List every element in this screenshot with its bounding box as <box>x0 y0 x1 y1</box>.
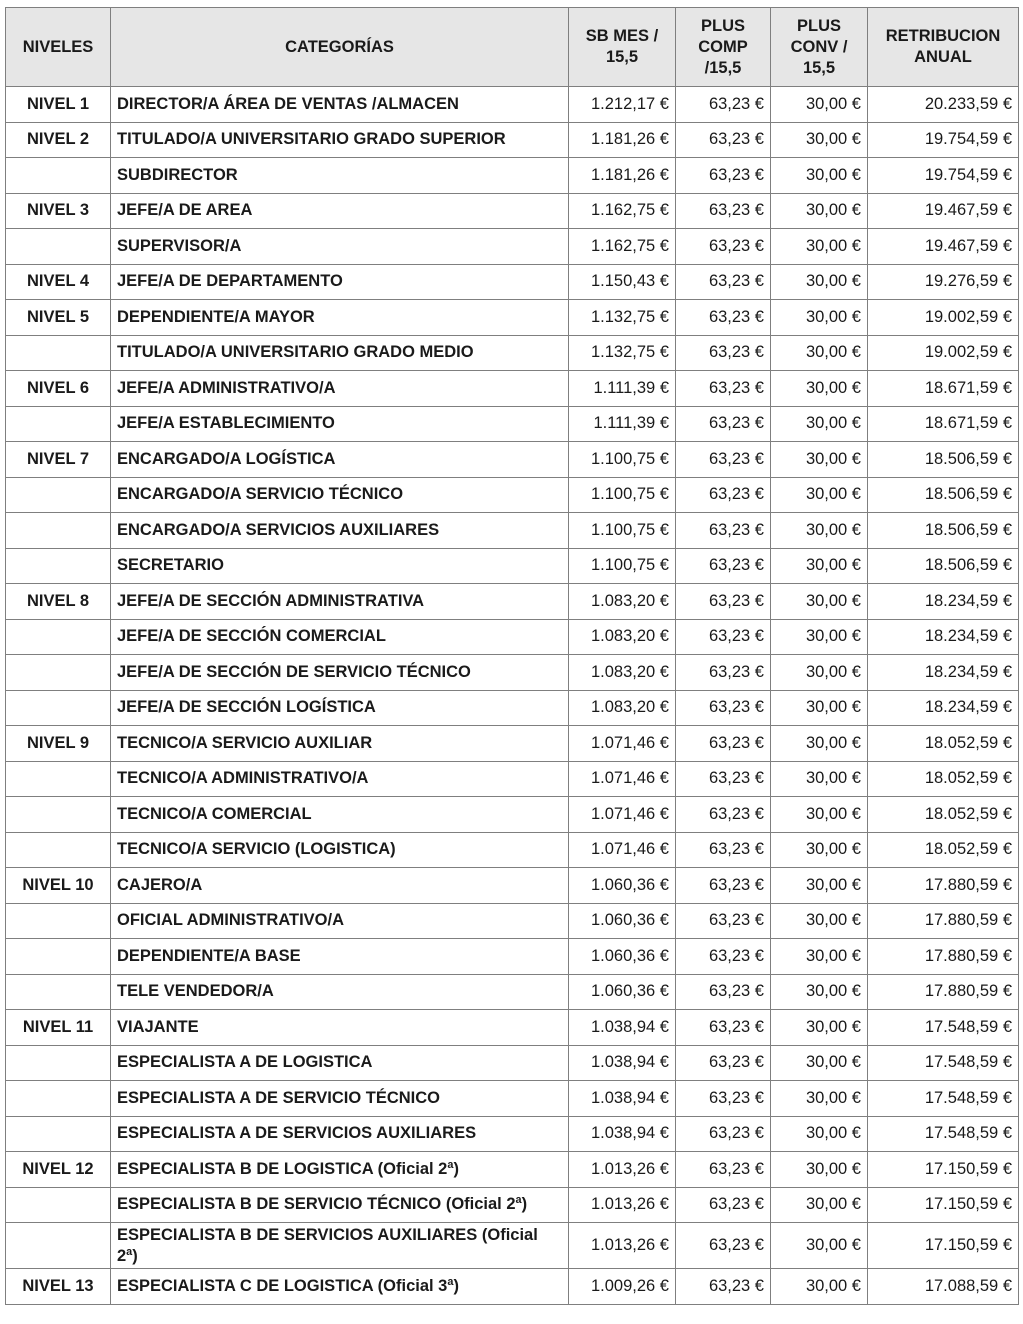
cell-nivel <box>6 548 111 584</box>
cell-plus-conv: 30,00 € <box>771 832 868 868</box>
table-row <box>6 761 1019 797</box>
cell-sb-mes: 1.083,20 € <box>569 690 676 726</box>
cell-retribucion-anual: 18.234,59 € <box>868 584 1019 620</box>
cell-plus-conv: 30,00 € <box>771 939 868 975</box>
cell-nivel: NIVEL 4 <box>6 264 111 300</box>
cell-retribucion-anual: 18.052,59 € <box>868 761 1019 797</box>
table-row <box>6 832 1019 868</box>
cell-retribucion-anual: 20.233,59 € <box>868 87 1019 123</box>
cell-categoria: SUBDIRECTOR <box>111 158 569 194</box>
cell-nivel: NIVEL 8 <box>6 584 111 620</box>
cell-retribucion-anual: 18.671,59 € <box>868 371 1019 407</box>
header-categorias: CATEGORÍAS <box>111 8 569 87</box>
header-plus-conv: PLUS CONV / 15,5 <box>771 8 868 87</box>
table-row <box>6 158 1019 194</box>
cell-nivel <box>6 513 111 549</box>
cell-categoria: ESPECIALISTA A DE SERVICIOS AUXILIARES <box>111 1116 569 1152</box>
table-row <box>6 1223 1019 1269</box>
cell-sb-mes: 1.132,75 € <box>569 335 676 371</box>
cell-retribucion-anual: 19.002,59 € <box>868 300 1019 336</box>
cell-categoria: JEFE/A DE SECCIÓN LOGÍSTICA <box>111 690 569 726</box>
table-row <box>6 903 1019 939</box>
cell-retribucion-anual: 18.506,59 € <box>868 548 1019 584</box>
cell-plus-comp: 63,23 € <box>676 939 771 975</box>
table-row <box>6 264 1019 300</box>
cell-retribucion-anual: 18.234,59 € <box>868 655 1019 691</box>
cell-plus-conv: 30,00 € <box>771 193 868 229</box>
cell-plus-comp: 63,23 € <box>676 726 771 762</box>
cell-nivel: NIVEL 10 <box>6 868 111 904</box>
cell-sb-mes: 1.111,39 € <box>569 371 676 407</box>
cell-categoria: TELE VENDEDOR/A <box>111 974 569 1010</box>
salary-table <box>5 7 1019 1305</box>
cell-nivel <box>6 1223 111 1269</box>
cell-plus-conv: 30,00 € <box>771 655 868 691</box>
cell-plus-comp: 63,23 € <box>676 797 771 833</box>
cell-plus-conv: 30,00 € <box>771 87 868 123</box>
cell-sb-mes: 1.162,75 € <box>569 229 676 265</box>
cell-nivel <box>6 477 111 513</box>
cell-categoria: VIAJANTE <box>111 1010 569 1046</box>
cell-categoria: OFICIAL ADMINISTRATIVO/A <box>111 903 569 939</box>
cell-plus-conv: 30,00 € <box>771 1187 868 1223</box>
cell-plus-comp: 63,23 € <box>676 477 771 513</box>
table-row <box>6 1010 1019 1046</box>
cell-retribucion-anual: 19.467,59 € <box>868 193 1019 229</box>
cell-retribucion-anual: 17.548,59 € <box>868 1045 1019 1081</box>
cell-retribucion-anual: 19.467,59 € <box>868 229 1019 265</box>
table-row <box>6 406 1019 442</box>
cell-nivel <box>6 229 111 265</box>
cell-plus-comp: 63,23 € <box>676 868 771 904</box>
cell-nivel: NIVEL 11 <box>6 1010 111 1046</box>
table-row <box>6 655 1019 691</box>
cell-nivel: NIVEL 1 <box>6 87 111 123</box>
cell-retribucion-anual: 18.052,59 € <box>868 726 1019 762</box>
cell-retribucion-anual: 17.088,59 € <box>868 1269 1019 1305</box>
cell-plus-comp: 63,23 € <box>676 122 771 158</box>
cell-retribucion-anual: 18.052,59 € <box>868 797 1019 833</box>
cell-plus-comp: 63,23 € <box>676 158 771 194</box>
cell-plus-conv: 30,00 € <box>771 1269 868 1305</box>
cell-sb-mes: 1.013,26 € <box>569 1152 676 1188</box>
cell-retribucion-anual: 17.548,59 € <box>868 1116 1019 1152</box>
cell-sb-mes: 1.100,75 € <box>569 442 676 478</box>
cell-retribucion-anual: 19.002,59 € <box>868 335 1019 371</box>
cell-nivel: NIVEL 13 <box>6 1269 111 1305</box>
cell-nivel: NIVEL 9 <box>6 726 111 762</box>
cell-sb-mes: 1.071,46 € <box>569 726 676 762</box>
cell-retribucion-anual: 18.506,59 € <box>868 513 1019 549</box>
cell-plus-comp: 63,23 € <box>676 584 771 620</box>
cell-plus-comp: 63,23 € <box>676 619 771 655</box>
cell-plus-conv: 30,00 € <box>771 335 868 371</box>
cell-sb-mes: 1.100,75 € <box>569 513 676 549</box>
cell-plus-conv: 30,00 € <box>771 726 868 762</box>
cell-sb-mes: 1.181,26 € <box>569 122 676 158</box>
table-row <box>6 477 1019 513</box>
cell-plus-comp: 63,23 € <box>676 1152 771 1188</box>
cell-sb-mes: 1.038,94 € <box>569 1081 676 1117</box>
cell-retribucion-anual: 18.506,59 € <box>868 442 1019 478</box>
cell-sb-mes: 1.083,20 € <box>569 584 676 620</box>
cell-plus-conv: 30,00 € <box>771 122 868 158</box>
cell-plus-comp: 63,23 € <box>676 371 771 407</box>
cell-plus-comp: 63,23 € <box>676 1010 771 1046</box>
cell-sb-mes: 1.038,94 € <box>569 1010 676 1046</box>
cell-plus-comp: 63,23 € <box>676 193 771 229</box>
cell-categoria: JEFE/A DE DEPARTAMENTO <box>111 264 569 300</box>
cell-plus-conv: 30,00 € <box>771 1223 868 1269</box>
cell-sb-mes: 1.060,36 € <box>569 939 676 975</box>
cell-categoria: SUPERVISOR/A <box>111 229 569 265</box>
cell-nivel <box>6 335 111 371</box>
cell-sb-mes: 1.100,75 € <box>569 548 676 584</box>
cell-sb-mes: 1.132,75 € <box>569 300 676 336</box>
cell-plus-conv: 30,00 € <box>771 300 868 336</box>
cell-nivel <box>6 1187 111 1223</box>
cell-plus-comp: 63,23 € <box>676 1223 771 1269</box>
cell-sb-mes: 1.083,20 € <box>569 619 676 655</box>
cell-categoria: ENCARGADO/A SERVICIO TÉCNICO <box>111 477 569 513</box>
cell-categoria: TECNICO/A SERVICIO AUXILIAR <box>111 726 569 762</box>
table-row <box>6 1187 1019 1223</box>
cell-categoria: ESPECIALISTA B DE LOGISTICA (Oficial 2ª) <box>111 1152 569 1188</box>
cell-plus-conv: 30,00 € <box>771 371 868 407</box>
cell-categoria: JEFE/A DE SECCIÓN ADMINISTRATIVA <box>111 584 569 620</box>
table-row <box>6 1269 1019 1305</box>
cell-plus-comp: 63,23 € <box>676 229 771 265</box>
cell-plus-comp: 63,23 € <box>676 406 771 442</box>
cell-categoria: DEPENDIENTE/A MAYOR <box>111 300 569 336</box>
cell-nivel: NIVEL 3 <box>6 193 111 229</box>
table-row <box>6 300 1019 336</box>
cell-plus-comp: 63,23 € <box>676 442 771 478</box>
cell-sb-mes: 1.060,36 € <box>569 903 676 939</box>
table-row <box>6 584 1019 620</box>
cell-categoria: TITULADO/A UNIVERSITARIO GRADO SUPERIOR <box>111 122 569 158</box>
cell-categoria: JEFE/A DE SECCIÓN COMERCIAL <box>111 619 569 655</box>
cell-plus-comp: 63,23 € <box>676 1081 771 1117</box>
cell-retribucion-anual: 17.548,59 € <box>868 1010 1019 1046</box>
cell-categoria: TECNICO/A COMERCIAL <box>111 797 569 833</box>
cell-categoria: CAJERO/A <box>111 868 569 904</box>
cell-categoria: DIRECTOR/A ÁREA DE VENTAS /ALMACEN <box>111 87 569 123</box>
cell-retribucion-anual: 18.234,59 € <box>868 690 1019 726</box>
cell-sb-mes: 1.100,75 € <box>569 477 676 513</box>
cell-sb-mes: 1.013,26 € <box>569 1223 676 1269</box>
cell-categoria: TECNICO/A ADMINISTRATIVO/A <box>111 761 569 797</box>
cell-sb-mes: 1.150,43 € <box>569 264 676 300</box>
table-row <box>6 371 1019 407</box>
cell-plus-conv: 30,00 € <box>771 903 868 939</box>
cell-plus-comp: 63,23 € <box>676 548 771 584</box>
table-row <box>6 1081 1019 1117</box>
cell-nivel <box>6 761 111 797</box>
cell-retribucion-anual: 17.150,59 € <box>868 1152 1019 1188</box>
cell-plus-conv: 30,00 € <box>771 513 868 549</box>
cell-nivel <box>6 406 111 442</box>
cell-nivel <box>6 655 111 691</box>
cell-plus-comp: 63,23 € <box>676 87 771 123</box>
cell-categoria: ENCARGADO/A SERVICIOS AUXILIARES <box>111 513 569 549</box>
cell-retribucion-anual: 17.880,59 € <box>868 868 1019 904</box>
table-row <box>6 122 1019 158</box>
cell-plus-conv: 30,00 € <box>771 406 868 442</box>
table-row <box>6 619 1019 655</box>
header-plus-comp: PLUS COMP /15,5 <box>676 8 771 87</box>
cell-plus-comp: 63,23 € <box>676 264 771 300</box>
cell-nivel <box>6 158 111 194</box>
cell-nivel: NIVEL 5 <box>6 300 111 336</box>
cell-plus-conv: 30,00 € <box>771 158 868 194</box>
cell-nivel: NIVEL 12 <box>6 1152 111 1188</box>
cell-nivel: NIVEL 2 <box>6 122 111 158</box>
cell-retribucion-anual: 17.880,59 € <box>868 939 1019 975</box>
cell-retribucion-anual: 18.671,59 € <box>868 406 1019 442</box>
cell-nivel <box>6 903 111 939</box>
cell-sb-mes: 1.181,26 € <box>569 158 676 194</box>
cell-plus-conv: 30,00 € <box>771 619 868 655</box>
cell-sb-mes: 1.071,46 € <box>569 761 676 797</box>
cell-sb-mes: 1.071,46 € <box>569 797 676 833</box>
cell-plus-comp: 63,23 € <box>676 761 771 797</box>
cell-categoria: JEFE/A DE SECCIÓN DE SERVICIO TÉCNICO <box>111 655 569 691</box>
cell-categoria: ESPECIALISTA B DE SERVICIOS AUXILIARES (Oficial 2ª) <box>111 1223 569 1269</box>
cell-plus-comp: 63,23 € <box>676 974 771 1010</box>
cell-categoria: JEFE/A DE AREA <box>111 193 569 229</box>
cell-nivel <box>6 797 111 833</box>
cell-nivel <box>6 1116 111 1152</box>
header-niveles: NIVELES <box>6 8 111 87</box>
table-row <box>6 193 1019 229</box>
cell-retribucion-anual: 19.754,59 € <box>868 122 1019 158</box>
cell-plus-comp: 63,23 € <box>676 1187 771 1223</box>
cell-plus-conv: 30,00 € <box>771 1045 868 1081</box>
cell-categoria: ESPECIALISTA A DE SERVICIO TÉCNICO <box>111 1081 569 1117</box>
cell-nivel: NIVEL 6 <box>6 371 111 407</box>
cell-plus-comp: 63,23 € <box>676 1116 771 1152</box>
cell-retribucion-anual: 17.880,59 € <box>868 903 1019 939</box>
cell-nivel <box>6 619 111 655</box>
cell-sb-mes: 1.111,39 € <box>569 406 676 442</box>
table-row <box>6 868 1019 904</box>
cell-categoria: TITULADO/A UNIVERSITARIO GRADO MEDIO <box>111 335 569 371</box>
cell-sb-mes: 1.083,20 € <box>569 655 676 691</box>
cell-plus-comp: 63,23 € <box>676 690 771 726</box>
cell-plus-comp: 63,23 € <box>676 335 771 371</box>
cell-nivel <box>6 939 111 975</box>
cell-categoria: ESPECIALISTA A DE LOGISTICA <box>111 1045 569 1081</box>
cell-plus-conv: 30,00 € <box>771 584 868 620</box>
table-row <box>6 513 1019 549</box>
cell-sb-mes: 1.071,46 € <box>569 832 676 868</box>
cell-plus-conv: 30,00 € <box>771 1081 868 1117</box>
table-row <box>6 1152 1019 1188</box>
cell-plus-conv: 30,00 € <box>771 761 868 797</box>
table-body <box>6 87 1019 1305</box>
cell-plus-conv: 30,00 € <box>771 1010 868 1046</box>
cell-retribucion-anual: 17.150,59 € <box>868 1223 1019 1269</box>
table-row <box>6 690 1019 726</box>
header-row <box>6 8 1019 87</box>
cell-categoria: TECNICO/A SERVICIO (LOGISTICA) <box>111 832 569 868</box>
cell-sb-mes: 1.212,17 € <box>569 87 676 123</box>
cell-retribucion-anual: 17.150,59 € <box>868 1187 1019 1223</box>
cell-categoria: JEFE/A ADMINISTRATIVO/A <box>111 371 569 407</box>
cell-plus-conv: 30,00 € <box>771 229 868 265</box>
cell-plus-conv: 30,00 € <box>771 264 868 300</box>
cell-nivel <box>6 1081 111 1117</box>
cell-retribucion-anual: 19.276,59 € <box>868 264 1019 300</box>
cell-plus-conv: 30,00 € <box>771 1152 868 1188</box>
table-row <box>6 939 1019 975</box>
cell-plus-comp: 63,23 € <box>676 513 771 549</box>
cell-categoria: ESPECIALISTA B DE SERVICIO TÉCNICO (Oficial 2ª) <box>111 1187 569 1223</box>
cell-plus-conv: 30,00 € <box>771 974 868 1010</box>
table-header <box>6 8 1019 87</box>
cell-sb-mes: 1.060,36 € <box>569 868 676 904</box>
table-row <box>6 974 1019 1010</box>
cell-plus-comp: 63,23 € <box>676 1045 771 1081</box>
cell-retribucion-anual: 18.052,59 € <box>868 832 1019 868</box>
cell-categoria: SECRETARIO <box>111 548 569 584</box>
header-sb-mes: SB MES / 15,5 <box>569 8 676 87</box>
cell-plus-comp: 63,23 € <box>676 1269 771 1305</box>
cell-retribucion-anual: 18.506,59 € <box>868 477 1019 513</box>
cell-categoria: ESPECIALISTA C DE LOGISTICA (Oficial 3ª) <box>111 1269 569 1305</box>
cell-nivel <box>6 832 111 868</box>
cell-plus-comp: 63,23 € <box>676 655 771 691</box>
table-row <box>6 335 1019 371</box>
cell-retribucion-anual: 18.234,59 € <box>868 619 1019 655</box>
table-row <box>6 548 1019 584</box>
table-row <box>6 442 1019 478</box>
cell-nivel: NIVEL 7 <box>6 442 111 478</box>
cell-sb-mes: 1.060,36 € <box>569 974 676 1010</box>
cell-plus-conv: 30,00 € <box>771 477 868 513</box>
cell-retribucion-anual: 17.880,59 € <box>868 974 1019 1010</box>
cell-plus-conv: 30,00 € <box>771 442 868 478</box>
cell-plus-conv: 30,00 € <box>771 548 868 584</box>
cell-retribucion-anual: 17.548,59 € <box>868 1081 1019 1117</box>
cell-plus-conv: 30,00 € <box>771 690 868 726</box>
header-retribucion-anual: RETRIBUCION ANUAL <box>868 8 1019 87</box>
cell-nivel <box>6 1045 111 1081</box>
cell-retribucion-anual: 19.754,59 € <box>868 158 1019 194</box>
cell-categoria: DEPENDIENTE/A BASE <box>111 939 569 975</box>
cell-sb-mes: 1.013,26 € <box>569 1187 676 1223</box>
cell-plus-comp: 63,23 € <box>676 832 771 868</box>
cell-sb-mes: 1.009,26 € <box>569 1269 676 1305</box>
cell-plus-comp: 63,23 € <box>676 300 771 336</box>
cell-categoria: ENCARGADO/A LOGÍSTICA <box>111 442 569 478</box>
cell-categoria: JEFE/A ESTABLECIMIENTO <box>111 406 569 442</box>
cell-sb-mes: 1.038,94 € <box>569 1045 676 1081</box>
cell-plus-comp: 63,23 € <box>676 903 771 939</box>
table-row <box>6 229 1019 265</box>
cell-nivel <box>6 690 111 726</box>
cell-plus-conv: 30,00 € <box>771 868 868 904</box>
cell-plus-conv: 30,00 € <box>771 797 868 833</box>
table-row <box>6 726 1019 762</box>
table-row <box>6 1116 1019 1152</box>
table-row <box>6 1045 1019 1081</box>
cell-plus-conv: 30,00 € <box>771 1116 868 1152</box>
cell-sb-mes: 1.038,94 € <box>569 1116 676 1152</box>
table-row <box>6 87 1019 123</box>
table-row <box>6 797 1019 833</box>
cell-sb-mes: 1.162,75 € <box>569 193 676 229</box>
cell-nivel <box>6 974 111 1010</box>
